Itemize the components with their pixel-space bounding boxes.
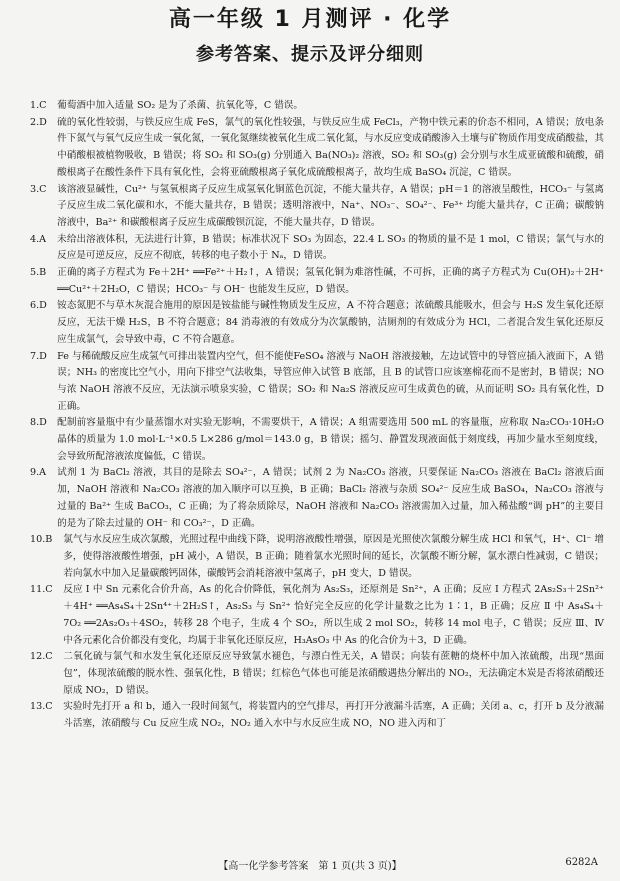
document-code: 6282A	[565, 857, 598, 868]
item-answer: A	[39, 233, 47, 245]
answer-item-10	[30, 532, 604, 582]
answer-item-4	[30, 232, 604, 265]
item-answer: C	[39, 100, 47, 111]
answer-item-2	[30, 115, 604, 182]
item-answer: D	[39, 300, 47, 312]
item-answer: C	[45, 651, 53, 663]
item-number: 1.	[30, 100, 40, 111]
answer-item-5	[30, 265, 604, 298]
answer-item-11	[30, 582, 604, 649]
answer-item-3	[30, 182, 604, 232]
item-explanation: 反应 Ⅰ 中 Sn 元素化合价升高，As 的化合价降低，氧化剂为 As₂S₃，还原剂是 Sn²⁺，A 正确；反应 Ⅰ 方程式 2As₂S₃＋2Sn²⁺＋4H⁺ ══As₄S₄＋2Sn⁴⁺＋2H₂S↑，As₂S₃ 与 Sn²⁺ 恰好完全反应的化学计量数之比为 1∶1，B 正确；反应 Ⅱ 中 As₄S₄＋7O₂ ══2As₂O₃＋4SO₂，转移 28 个电子，生成 4 个 SO₂，所以生成 2 mol SO₂，转移 14 mol 电子，C 错误；反应 Ⅲ、Ⅳ 中各元素化合价都没有变化，均属于非氧化还原反应，H₃AsO₃ 中 As 的化合价为＋3，D 正确。	[63, 584, 604, 646]
answer-item-7	[30, 349, 604, 416]
item-answer: B	[39, 267, 47, 279]
answer-item-1	[30, 98, 604, 115]
item-number: 4.	[30, 233, 40, 245]
item-answer: A	[39, 467, 47, 479]
item-answer: D	[39, 116, 47, 128]
answer-item-12	[30, 649, 604, 699]
item-explanation: 硫的氧化性较弱，与铁反应生成 FeS，氯气的氧化性较强，与铁反应生成 FeCl₃，产物中铁元素的价态不相同，A 错误；放电条件下氮气与氧气反应生成一氧化氮，一氧化氮继续被氧化生成二氧化氮，与水反应变成硝酸渗入土壤与矿物质作用变成硝酸盐，其中硝酸根被植物吸收，B 错误；将 SO₂ 和 SO₃(g) 分别通入 Ba(NO₃)₂ 溶液，SO₂ 和 SO₃(g) 会分别与水生成亚硫酸和硫酸，硝酸根离子在酸性条件下具有氧化性，会将亚硫酸根离子氧化成硫酸根离子，故均生成 BaSO₄ 沉淀，C 错误。	[57, 116, 604, 178]
answer-item-9	[30, 465, 604, 532]
item-answer: D	[39, 350, 47, 362]
item-explanation: 试剂 1 为 BaCl₂ 溶液，其目的是除去 SO₄²⁻，A 错误；试剂 2 为 Na₂CO₃ 溶液，只要保证 Na₂CO₃ 溶液在 BaCl₂ 溶液后面加，NaOH 溶液和 Na₂CO₃ 溶液的加入顺序可以互换，B 正确；BaCl₂ 溶液与杂质 SO₄²⁻ 反应生成 BaSO₄，Na₂CO₃ 溶液与过量的 Ba²⁺ 生成 BaCO₃，C 正确；为了将杂质除尽，NaOH 溶液和 Na₂CO₃ 溶液需加入过量，加入稀盐酸“调 pH”的主要目的是为了除去过量的 OH⁻ 和 CO₃²⁻，D 正确。	[57, 467, 604, 529]
page-footer: 【高一化学参考答案 第 1 页(共 3 页)】	[218, 861, 402, 872]
page-title: 高一年级 1 月测评 · 化学	[168, 7, 452, 32]
item-number: 13.	[30, 701, 46, 713]
item-answer: C	[39, 183, 47, 195]
answer-item-8	[30, 415, 604, 465]
item-number: 3.	[30, 183, 40, 195]
item-number: 2.	[30, 116, 40, 128]
item-explanation: 葡萄酒中加入适量 SO₂ 是为了杀菌、抗氧化等，C 错误。	[57, 100, 303, 111]
answer-item-6	[30, 298, 604, 348]
item-number: 9.	[30, 467, 40, 479]
item-explanation: 配制前容量瓶中有少量蒸馏水对实验无影响，不需要烘干，A 错误；A 组需要选用 500 mL 的容量瓶，应称取 Na₂CO₃·10H₂O 晶体的质量为 1.0 mol·L⁻¹×0.5 L×286 g/mol＝143.0 g，B 错误；摇匀、静置发现液面低于刻度线，再加少量水至刻度线，会导致所配溶液浓度偏低，C 错误。	[57, 417, 604, 462]
item-number: 6.	[30, 300, 40, 312]
item-explanation: Fe 与稀硫酸反应生成氢气可排出装置内空气，但不能使FeSO₄ 溶液与 NaOH 溶液接触，左边试管中的导管应插入液面下，A 错误；NH₃ 的密度比空气小，用向下排空气法收集，导管应伸入试管 B 底部，且 B 的试管口应该塞棉花而不是密封，B 错误；NO 与浓 NaOH 溶液不反应，无法演示喷泉实验，C 错误；SO₂ 和 Na₂S 溶液反应可生成黄色的硫，从而证明 SO₂ 具有氧化性，D 正确。	[57, 350, 604, 412]
item-explanation: 二氧化硫与氯气和水发生氧化还原反应导致氯水褪色，与漂白性无关，A 错误；向装有蔗糖的烧杯中加入浓硫酸，出现“黑面包”，体现浓硫酸的脱水性、强氧化性，B 错误；红棕色气体也可能是浓硝酸遇热分解出的 NO₂，无法确定木炭是否将浓硝酸还原成 NO₂，D 错误。	[63, 651, 604, 696]
item-explanation: 正确的离子方程式为 Fe＋2H⁺ ══Fe²⁺＋H₂↑，A 错误；氢氧化铜为难溶性碱，不可拆，正确的离子方程式为 Cu(OH)₂＋2H⁺ ══Cu²⁺＋2H₂O，C 错误；HCO₃⁻ 与 OH⁻ 也能发生反应，D 错误。	[57, 267, 604, 295]
item-number: 7.	[30, 350, 40, 362]
item-answer: C	[45, 701, 53, 713]
item-number: 8.	[30, 417, 40, 429]
item-explanation: 氯气与水反应生成次氯酸，光照过程中曲线下降，说明溶液酸性增强，原因是光照使次氯酸分解生成 HCl 和氧气，H⁺、Cl⁻ 增多，使得溶液酸性增强，pH 减小，A 错误，B 正确；随着氯水光照时间的延长，次氯酸不断分解，氯水漂白性减弱，C 错误；若向氯水中加入足量碳酸钙固体，碳酸钙会消耗溶液中氢离子，pH 变大，D 错误。	[63, 534, 604, 579]
item-explanation: 该溶液显碱性，Cu²⁺ 与氢氧根离子反应生成氢氧化铜蓝色沉淀，不能大量共存，A 错误；pH＝1 的溶液呈酸性，HCO₃⁻ 与氢离子反应生成二氧化碳和水，不能大量共存，B 错误；透明溶液中，Na⁺、NO₃⁻、SO₄²⁻、Fe³⁺ 均能大量共存，C 正确；碳酸钠溶液中，Ba²⁺ 和碳酸根离子反应生成碳酸钡沉淀，不能大量共存，D 错误。	[57, 183, 604, 228]
page-subtitle: 参考答案、提示及评分细则	[196, 44, 424, 65]
item-answer: C	[45, 584, 53, 596]
item-number: 11.	[30, 584, 46, 596]
item-explanation: 实验时先打开 a 和 b，通入一段时间氮气，将装置内的空气排尽，再打开分液漏斗活塞，A 正确；关闭 a、c，打开 b 及分液漏斗活塞，浓硝酸与 Cu 反应生成 NO₂，NO₂ 通入水中与水反应生成 NO，NO 进入丙和丁	[63, 701, 604, 730]
answer-list	[30, 98, 604, 733]
item-number: 12.	[30, 651, 46, 663]
item-number: 5.	[30, 267, 40, 279]
item-explanation: 未给出溶液体积，无法进行计算，B 错误；标准状况下 SO₃ 为固态，22.4 L SO₃ 的物质的量不是 1 mol，C 错误；氯气与水的反应是可逆反应，反应不彻底，转移的电子数小于 Nₐ，D 错误。	[57, 233, 604, 262]
answer-item-13	[30, 699, 604, 732]
item-answer: B	[45, 534, 53, 546]
item-number: 10.	[30, 534, 46, 546]
item-answer: D	[39, 417, 47, 429]
item-explanation: 铵态氮肥不与草木灰混合施用的原因是铵盐能与碱性物质发生反应，A 不符合题意；浓硫酸具能吸水，但会与 H₂S 发生氧化还原反应，无法干燥 H₂S，B 不符合题意；84 消毒液的有效成分为次氯酸钠，洁厕剂的有效成分为 HCl，二者混合发生氧化还原反应生成氯气，会导致中毒，C 不符合题意。	[57, 300, 604, 345]
